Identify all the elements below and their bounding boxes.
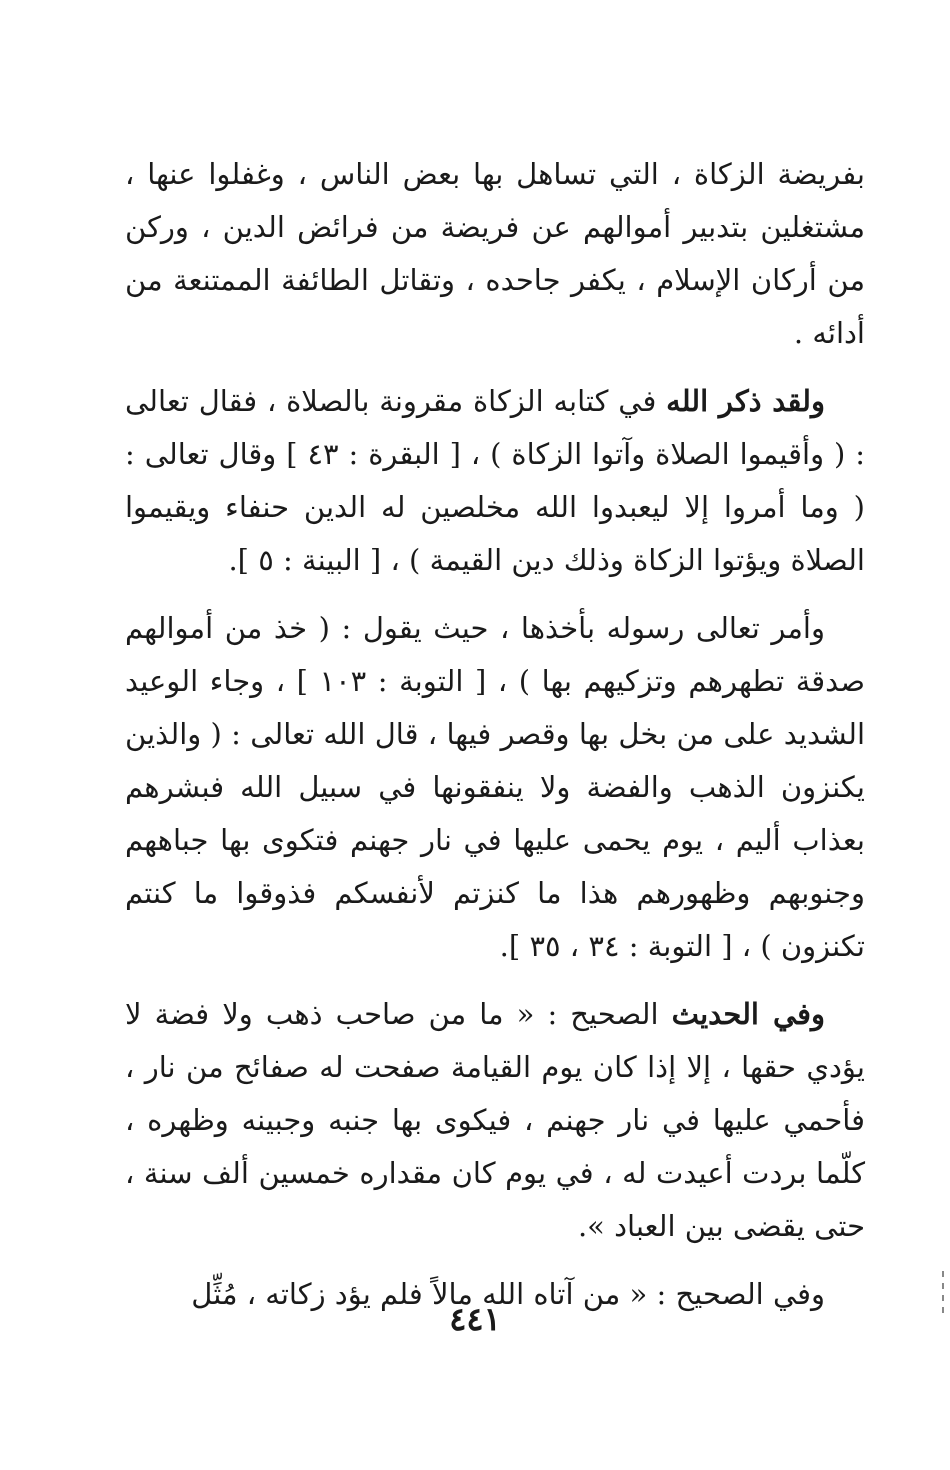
page-number: ٤٤١ xyxy=(449,1300,501,1338)
paragraph-lead: ولقد ذكر الله xyxy=(666,384,825,418)
paragraph-quran-mention xyxy=(125,375,865,587)
paragraph-hadith xyxy=(125,988,865,1253)
paragraph-command-and-warning xyxy=(125,602,865,973)
edge-mark xyxy=(942,1307,944,1313)
paragraph-text: وفي الصحيح : « من آتاه الله مالاً فلم يؤد زكاته ، مُثِّل xyxy=(191,1277,825,1311)
edge-mark xyxy=(942,1271,944,1277)
paragraph-text: الصحيح : « ما من صاحب ذهب ولا فضة لا يؤدي حقها ، إلا إذا كان يوم القيامة صفحت له صفائح من نار ، فأحمي عليها في نار جهنم ، فيكوى بها جنبه وجبينه وظهره ، كلّما بردت أعيدت له ، في يوم كان مقداره خمسين ألف سنة ، حتى يقضى بين العباد ». xyxy=(125,997,865,1243)
paragraph-text: بفريضة الزكاة ، التي تساهل بها بعض الناس ، وغفلوا عنها ، مشتغلين بتدبير أموالهم عن فريضة من فرائض الدين ، وركن من أركان الإسلام ، يكفر جاحده ، وتقاتل الطائفة الممتنعة من أدائه . xyxy=(125,157,865,350)
paragraph-text: وأمر تعالى رسوله بأخذها ، حيث يقول : ( خذ من أموالهم صدقة تطهرهم وتزكيهم بها ) ، [ التوبة : ١٠٣ ] ، وجاء الوعيد الشديد على من بخل بها وقصر فيها ، قال الله تعالى : ( والذين يكنزون الذهب والفضة ولا ينفقونها في سبيل الله فبشرهم بعذاب أليم ، يوم يحمى عليها في نار جهنم فتكوى بها جباههم وجنوبهم وظهورهم هذا ما كنزتم لأنفسكم فذوقوا ما كنتم تكنزون ) ، [ التوبة : ٣٤ ، ٣٥ ]. xyxy=(125,611,865,963)
scan-edge-marks xyxy=(938,1265,944,1345)
edge-mark xyxy=(942,1295,944,1301)
paragraph-text: في كتابه الزكاة مقرونة بالصلاة ، فقال تعالى : ( وأقيموا الصلاة وآتوا الزكاة ) ، [ البقرة : ٤٣ ] وقال تعالى : ( وما أمروا إلا ليعبدوا الله مخلصين له الدين حنفاء ويقيموا الصلاة ويؤتوا الزكاة وذلك دين القيمة ) ، [ البينة : ٥ ]. xyxy=(125,384,865,577)
body-text xyxy=(125,148,865,1336)
paragraph-lead: وفي الحديث xyxy=(671,997,825,1031)
edge-mark xyxy=(942,1283,944,1289)
paragraph-zakat-obligation xyxy=(125,148,865,360)
